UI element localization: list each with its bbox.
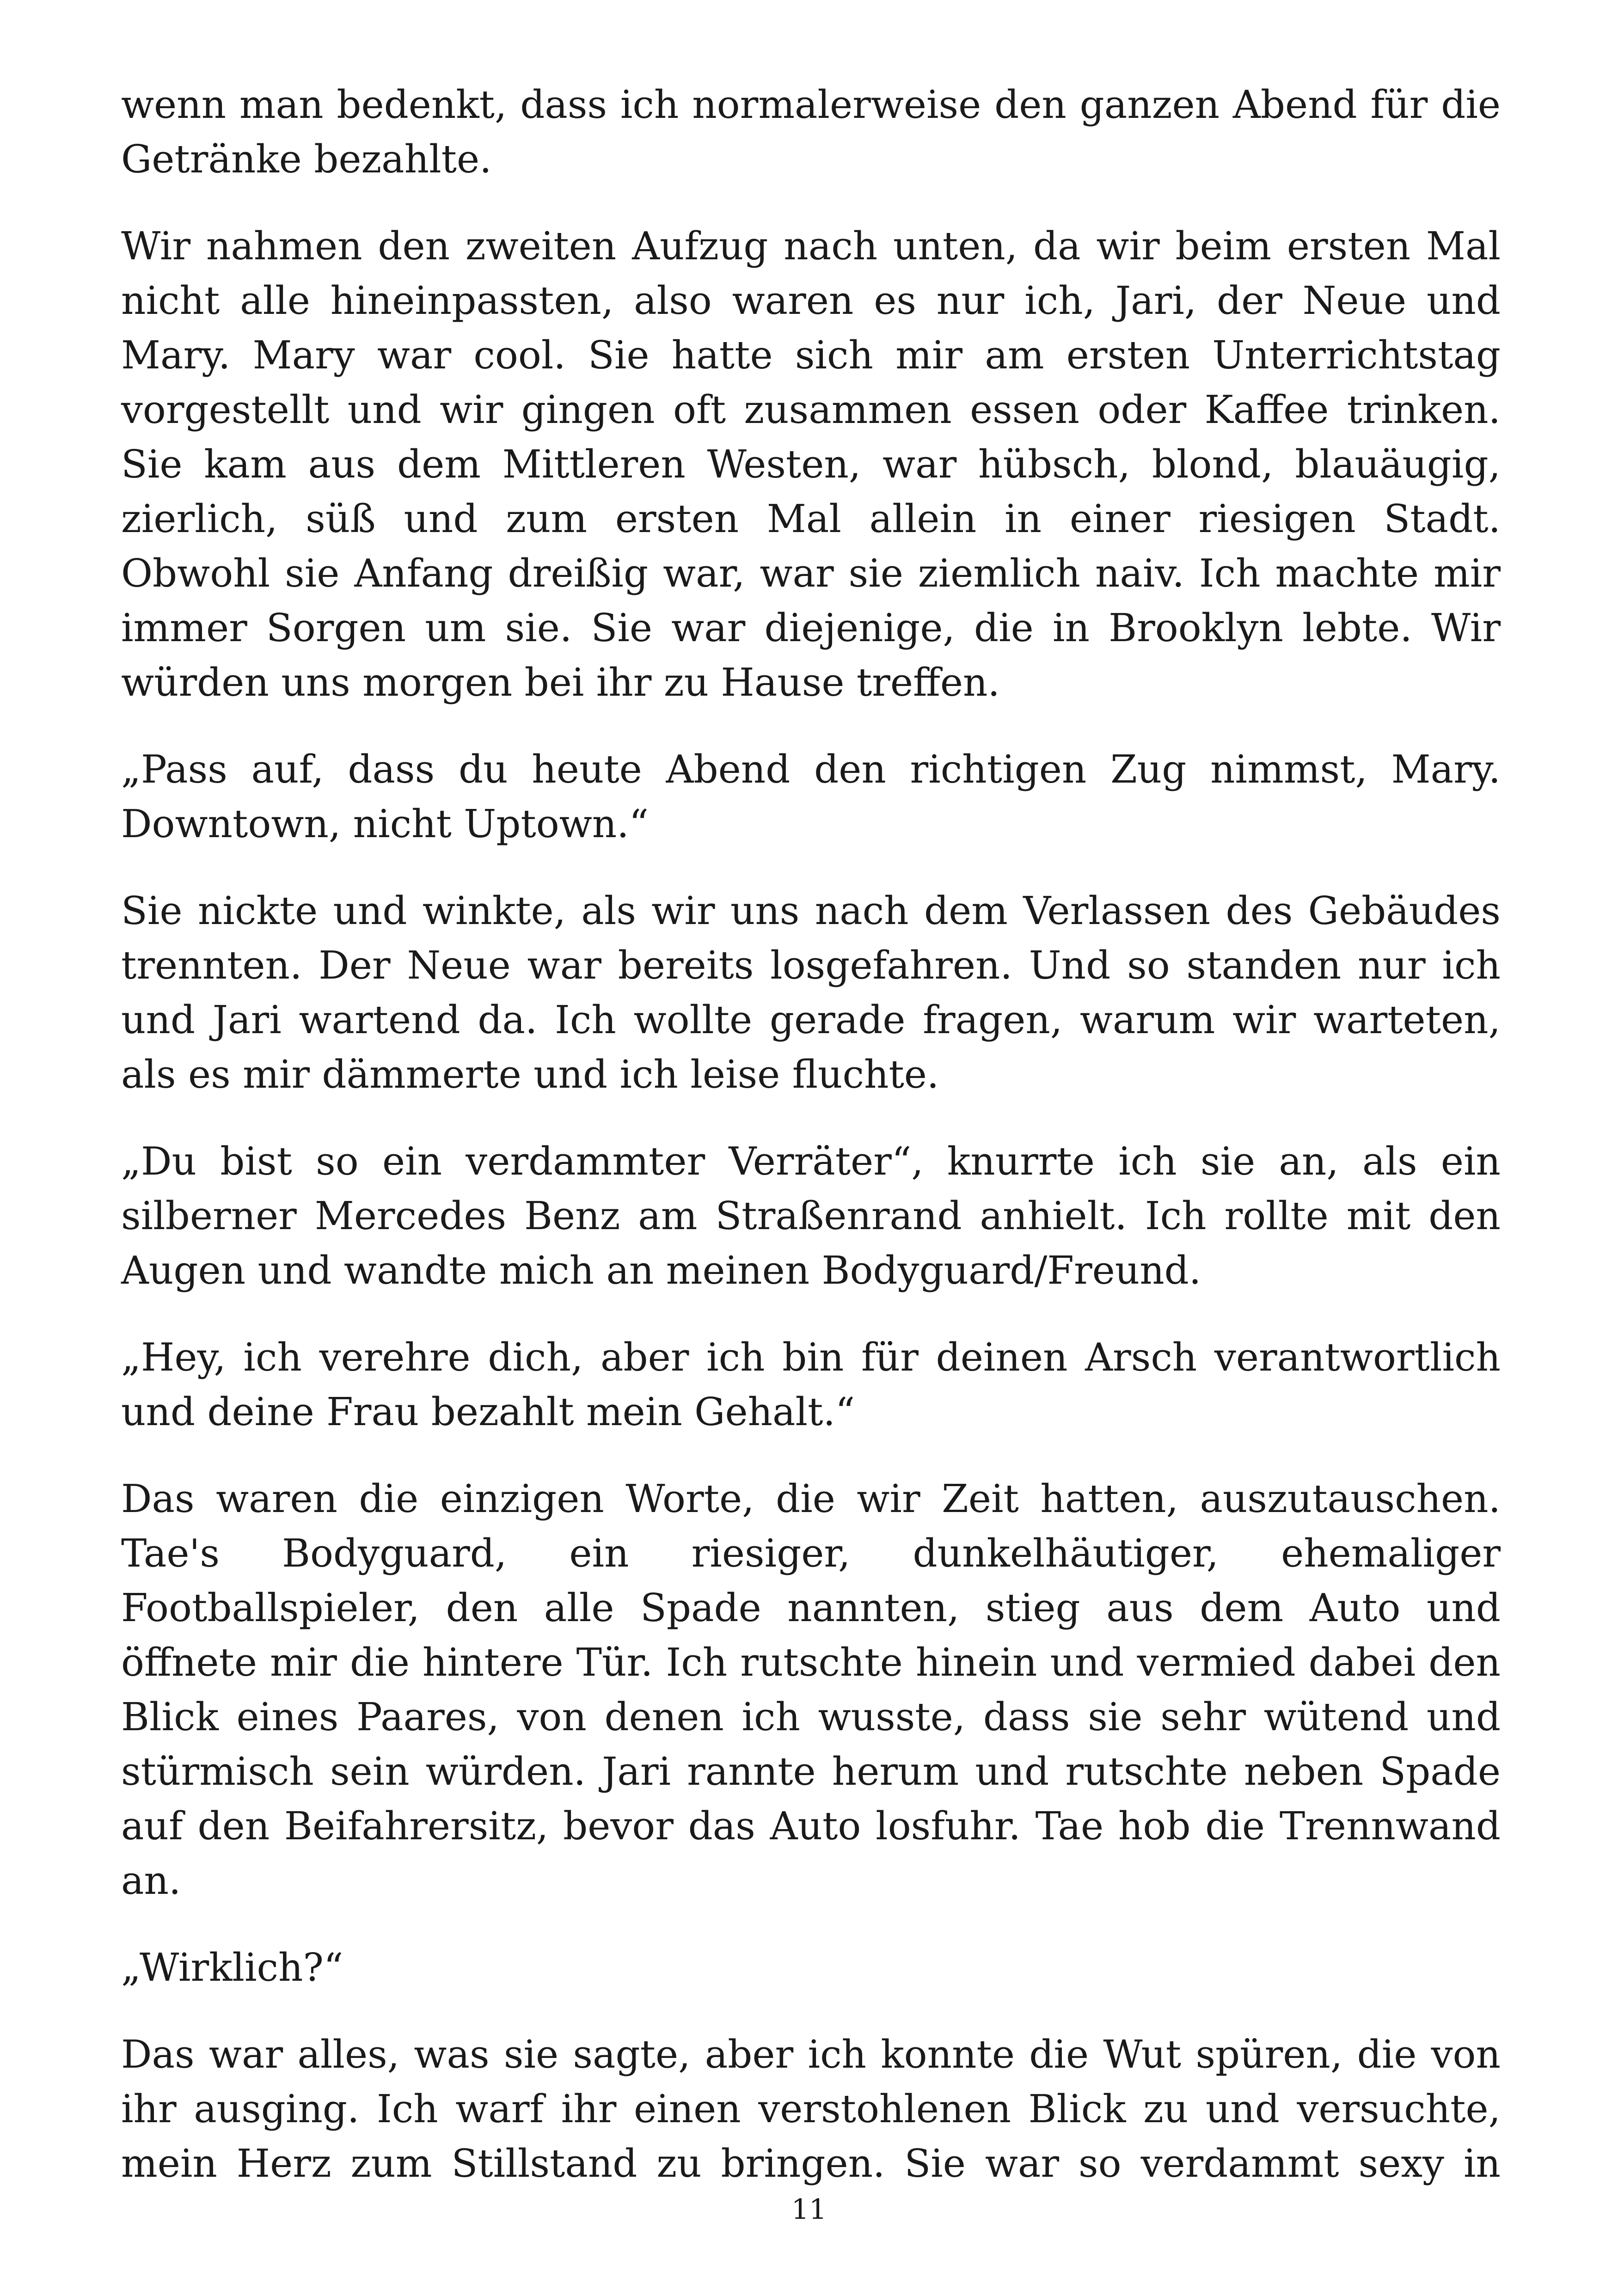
page-body — [121, 78, 1501, 2191]
paragraph-3: „Pass auf, dass du heute Abend den richtigen Zug nimmst, Mary. Downtown, nicht Uptown.“ — [121, 747, 1501, 846]
paragraph-5: „Du bist so ein verdammter Verräter“, knurrte ich sie an, als ein silberner Mercedes Benz am Straßenrand anhielt. Ich rollte mit den Augen und wandte mich an meinen Bodyguard/Freund. — [121, 1139, 1501, 1293]
paragraph-9: Das war alles, was sie sagte, aber ich konnte die Wut spüren, die von ihr ausging. Ich warf ihr einen verstohlenen Blick zu und versuchte, mein Herz zum Stillstand zu bringen. Sie war so verdammt sexy in — [121, 2032, 1501, 2186]
paragraph-6: „Hey, ich verehre dich, aber ich bin für deinen Arsch verantwortlich und deine Frau bezahlt mein Gehalt.“ — [121, 1335, 1501, 1434]
page-number: 11 — [791, 2193, 827, 2226]
paragraph-7: Das waren die einzigen Worte, die wir Zeit hatten, auszutauschen. Tae's Bodyguard, ein riesiger, dunkelhäutiger, ehemaliger Footballspieler, den alle Spade nannten, stieg aus dem Auto und öffnete mir die hintere Tür. Ich rutschte hinein und vermied dabei den Blick eines Paares, von denen ich wusste, dass sie sehr wütend und stürmisch sein würden. Jari rannte herum und rutschte neben Spade auf den Beifahrersitz, bevor das Auto losfuhr. Tae hob die Trennwand an. — [121, 1476, 1501, 1903]
paragraph-2: Wir nahmen den zweiten Aufzug nach unten, da wir beim ersten Mal nicht alle hineinpassten, also waren es nur ich, Jari, der Neue und Mary. Mary war cool. Sie hatte sich mir am ersten Unterrichtstag vorgestellt und wir gingen oft zusammen essen oder Kaffee trinken. Sie kam aus dem Mittleren Westen, war hübsch, blond, blauäugig, zierlich, süß und zum ersten Mal allein in einer riesigen Stadt. Obwohl sie Anfang dreißig war, war sie ziemlich naiv. Ich machte mir immer Sorgen um sie. Sie war diejenige, die in Brooklyn lebte. Wir würden uns morgen bei ihr zu Hause treffen. — [121, 224, 1501, 705]
paragraph-4: Sie nickte und winkte, als wir uns nach dem Verlassen des Gebäudes trennten. Der Neue war bereits losgefahren. Und so standen nur ich und Jari wartend da. Ich wollte gerade fragen, warum wir warteten, als es mir dämmerte und ich leise fluchte. — [121, 888, 1501, 1097]
paragraph-1: wenn man bedenkt, dass ich normalerweise den ganzen Abend für die Getränke bezahlte. — [121, 82, 1501, 182]
paragraph-8: „Wirklich?“ — [121, 1945, 343, 1990]
